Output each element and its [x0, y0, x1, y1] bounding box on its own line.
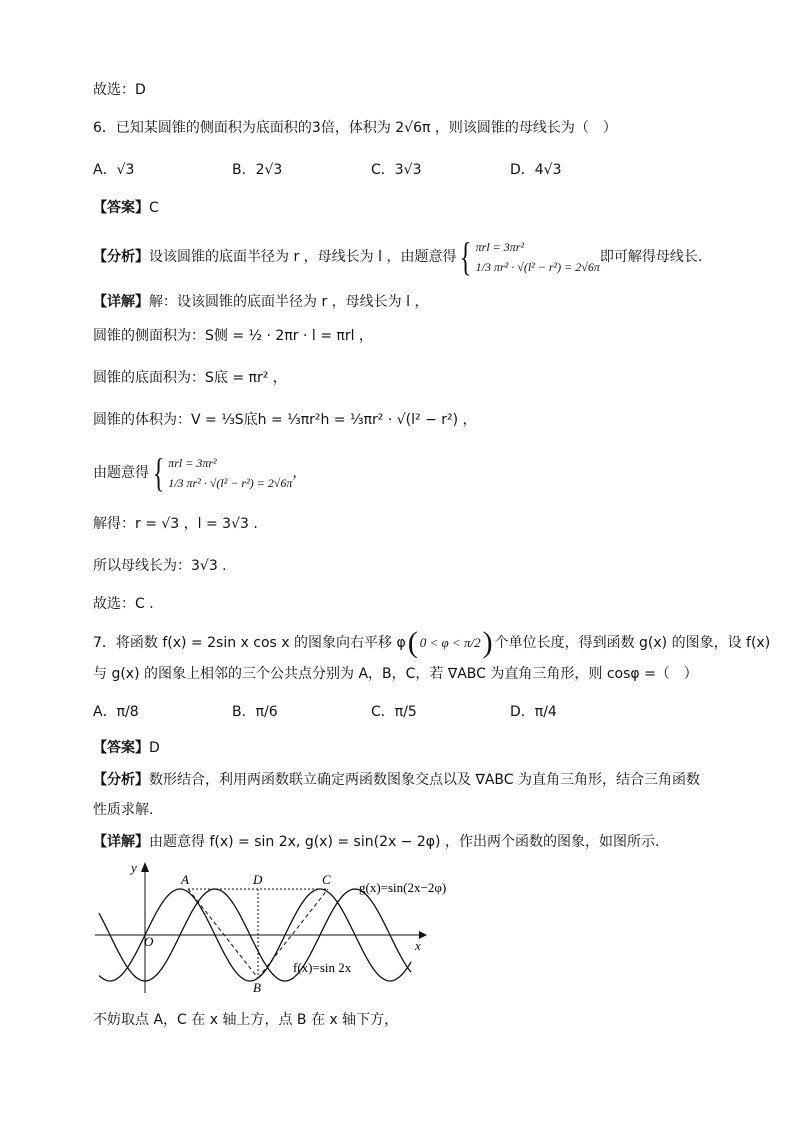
- label-b: B: [253, 980, 261, 995]
- label-x: x: [415, 938, 421, 953]
- analysis-text-a: 设该圆锥的底面半径为 r ，母线长为 l ，由题意得: [149, 249, 457, 265]
- side-area-line: 圆锥的侧面积为：S侧 = ½ · 2πr · l = πrl ，: [93, 328, 373, 344]
- answer-value: C: [149, 200, 159, 216]
- detail-tag: 【详解】: [93, 294, 149, 310]
- slant-height-line: 所以母线长为：3√3 .: [93, 558, 227, 574]
- system-lines: [476, 237, 600, 277]
- answer-tag: 【答案】: [93, 200, 149, 216]
- label-d: D: [253, 872, 263, 887]
- answer-tag: 【答案】: [93, 740, 149, 756]
- q6-option-d: D．4√3: [510, 162, 562, 178]
- label-f-function: f(x)=sin 2x: [293, 960, 352, 975]
- analysis-tag: 【分析】: [93, 772, 149, 788]
- volume-line: 圆锥的体积为：V = ⅓S底h = ⅓πr²h = ⅓πr² · √(l² − r²) ，: [93, 412, 477, 428]
- condition-system: [93, 448, 306, 498]
- left-paren: (: [407, 626, 418, 659]
- q7-detail: [93, 832, 659, 852]
- q7-option-a: A．π/8: [93, 704, 139, 720]
- question-7: [93, 626, 770, 660]
- question-6: 6．已知某圆锥的侧面积为底面积的3倍，体积为 2√6π ，则该圆锥的母线长为（ ）: [93, 120, 617, 136]
- last-line: 不妨取点 A，C 在 x 轴上方，点 B 在 x 轴下方，: [93, 1012, 399, 1028]
- q6-option-b: B．2√3: [232, 162, 283, 178]
- system-prefix: 由题意得: [93, 465, 149, 481]
- analysis-text: 数形结合，利用两函数联立确定两函数图象交点以及 ∇ABC 为直角三角形，结合三角函数: [149, 772, 700, 788]
- q7-option-d: D．π/4: [510, 704, 557, 720]
- label-y: y: [131, 860, 137, 875]
- detail-text: 由题意得 f(x) = sin 2x, g(x) = sin(2x − 2φ) ，作出两个函数的图象，如图所示.: [149, 834, 660, 850]
- q7-text-a: 7．将函数 f(x) = 2sin x cos x 的图象向右平移 φ: [93, 635, 406, 651]
- q7-option-c: C．π/5: [371, 704, 417, 720]
- q6-option-c: C．3√3: [371, 162, 422, 178]
- answer-value: D: [149, 740, 160, 756]
- q7-answer: [93, 738, 160, 758]
- sine-graphs-figure: [93, 858, 447, 998]
- left-brace: {: [152, 450, 165, 495]
- q6-option-a: A．√3: [93, 162, 135, 178]
- line-choose-c: 故选：C .: [93, 596, 154, 612]
- q7-condition: 0 < φ < π/2: [419, 635, 481, 650]
- q6-answer: [93, 198, 159, 218]
- system-line-1: πrl = 3πr²: [168, 456, 217, 470]
- label-c: C: [322, 872, 331, 887]
- system-suffix: ，: [292, 465, 307, 481]
- q7-analysis: [93, 770, 700, 790]
- analysis-text-b: 即可解得母线长.: [599, 249, 703, 265]
- system-line-2: 1/3 πr² · √(l² − r²) = 2√6π: [475, 260, 600, 274]
- equation-system-2: [149, 450, 293, 495]
- right-paren: ): [482, 626, 493, 659]
- y-axis-arrow: [141, 862, 149, 872]
- dashed-ab: [188, 889, 258, 978]
- label-g-function: g(x)=sin(2x−2φ): [359, 880, 447, 895]
- system-lines: [168, 453, 292, 493]
- base-area-line: 圆锥的底面积为：S底 = πr² ，: [93, 370, 287, 386]
- q7-line-2: 与 g(x) 的图象上相邻的三个公共点分别为 A，B，C，若 ∇ABC 为直角三角形，则 cosφ =（ ）: [93, 666, 698, 682]
- line-choose-d: 故选：D: [93, 82, 146, 98]
- detail-text: 解：设该圆锥的底面半径为 r ，母线长为 l ，: [149, 294, 429, 310]
- q6-detail: [93, 292, 428, 312]
- q6-analysis: [93, 230, 702, 284]
- analysis-tag: 【分析】: [93, 249, 149, 265]
- detail-tag: 【详解】: [93, 834, 149, 850]
- label-origin: O: [144, 934, 154, 949]
- left-brace: {: [460, 234, 472, 279]
- q7-text-b: 个单位长度，得到函数 g(x) 的图象，设 f(x): [494, 635, 771, 651]
- solve-line: 解得：r = √3 ，l = 3√3 .: [93, 516, 258, 532]
- q7-analysis-cont: 性质求解.: [93, 802, 154, 818]
- system-line-1: πrl = 3πr²: [475, 240, 525, 254]
- q7-option-b: B．π/6: [232, 704, 278, 720]
- system-line-2: 1/3 πr² · √(l² − r²) = 2√6π: [168, 476, 293, 490]
- label-a: A: [181, 872, 189, 887]
- equation-system-1: [456, 234, 600, 279]
